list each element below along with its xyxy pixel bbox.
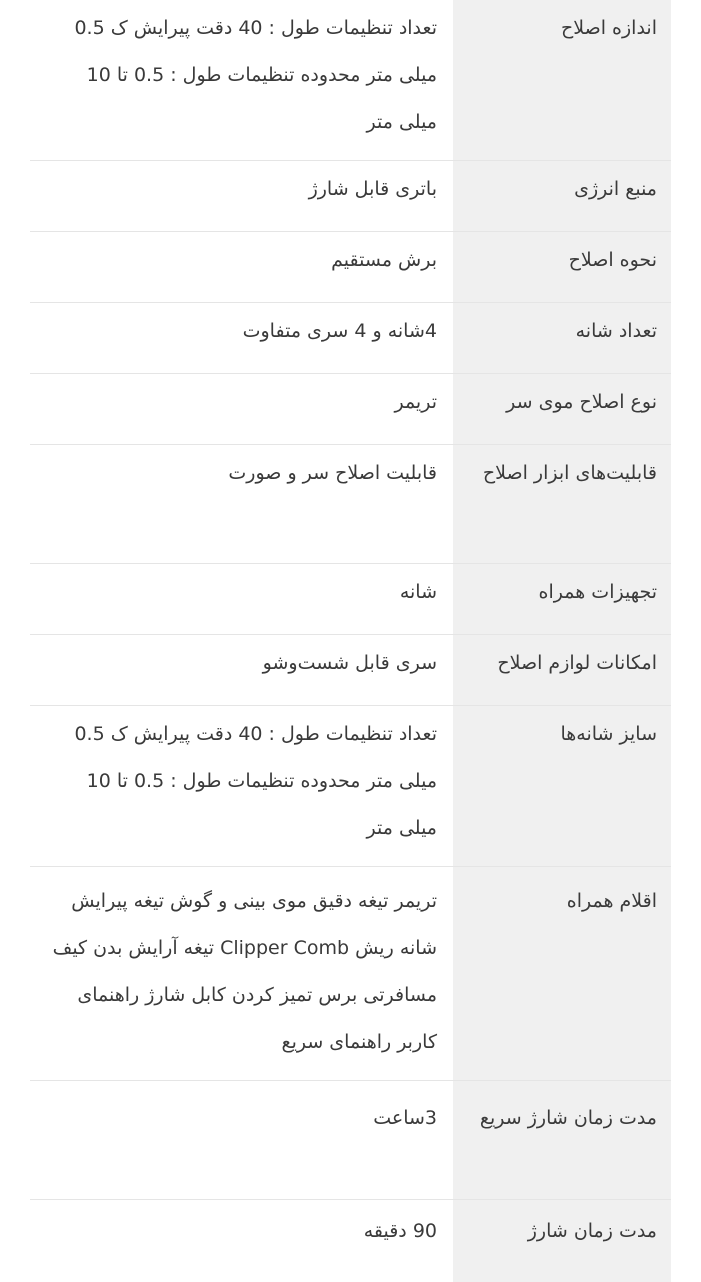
spec-value: قابلیت اصلاح سر و صورت: [228, 462, 437, 484]
spec-label: امکانات لوازم اصلاح: [453, 635, 671, 705]
spec-label: قابلیت‌های ابزار اصلاح: [453, 445, 671, 563]
spec-row-included-equipment: [30, 564, 671, 635]
spec-label: منبع انرژی: [453, 161, 671, 231]
spec-row-comb-count: [30, 303, 671, 374]
spec-value: 4شانه و 4 سری متفاوت: [242, 320, 437, 342]
spec-row-cut-method: [30, 232, 671, 303]
spec-label: مدت زمان شارژ: [453, 1200, 671, 1282]
spec-value: تریمر: [394, 391, 437, 413]
spec-label: اندازه اصلاح: [453, 0, 671, 160]
spec-value: تعداد تنظیمات طول : 40 دقت پیرایش ک 0.5 میلی متر محدوده تنظیمات طول : 0.5 تا 10 میلی متر: [74, 17, 437, 133]
spec-row-fast-charge-time: [30, 1081, 671, 1200]
spec-label: نحوه اصلاح: [453, 232, 671, 302]
spec-label: نوع اصلاح موی سر: [453, 374, 671, 444]
spec-row-features: [30, 635, 671, 706]
spec-value: 3ساعت: [373, 1107, 437, 1129]
spec-label: اقلام همراه: [453, 867, 671, 1080]
spec-label: تعداد شانه: [453, 303, 671, 373]
spec-label: تجهیزات همراه: [453, 564, 671, 634]
spec-value: تریمر تیغه دقیق موی بینی و گوش تیغه پیرایش شانه ریش Clipper Comb تیغه آرایش بدن کیف مسافرتی برس تمیز کردن کابل شارژ راهنمای کاربر راهنمای سریع: [52, 890, 437, 1053]
spec-row-charge-time: [30, 1200, 671, 1282]
spec-row-comb-sizes: [30, 706, 671, 867]
spec-value: باتری قابل شارژ: [308, 178, 437, 200]
spec-value: تعداد تنظیمات طول : 40 دقت پیرایش ک 0.5 میلی متر محدوده تنظیمات طول : 0.5 تا 10 میلی متر: [74, 723, 437, 839]
spec-row-hair-trim-type: [30, 374, 671, 445]
spec-value: سری قابل شست‌وشو: [262, 652, 437, 674]
spec-row-power-source: [30, 161, 671, 232]
spec-row-tool-capabilities: [30, 445, 671, 564]
spec-row-trim-size: [30, 0, 671, 161]
spec-label: مدت زمان شارژ سریع: [453, 1081, 671, 1199]
spec-row-included-items: [30, 867, 671, 1081]
spec-value: برش مستقیم: [331, 249, 437, 271]
spec-value: شانه: [399, 581, 437, 603]
specification-table: [30, 0, 671, 1282]
spec-value: 90 دقیقه: [363, 1220, 437, 1242]
spec-label: سایز شانه‌ها: [453, 706, 671, 866]
